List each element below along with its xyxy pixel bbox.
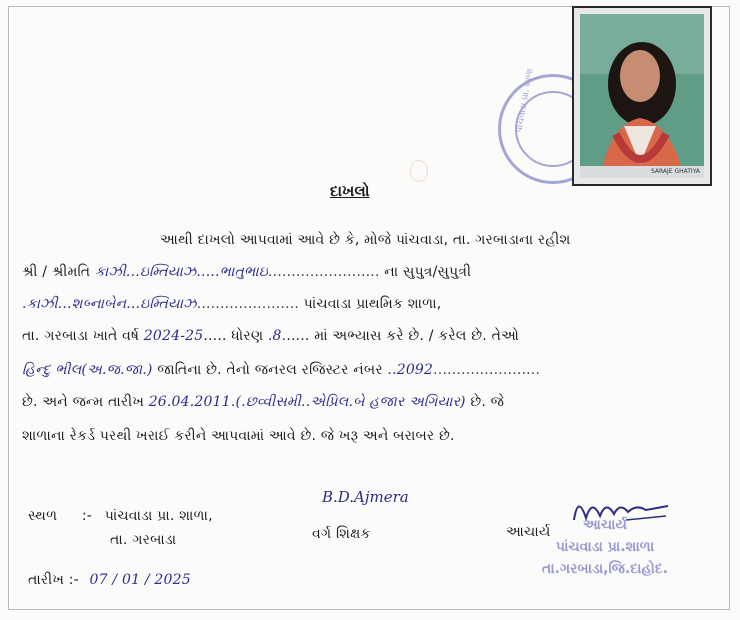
date-label: તારીખ [28,572,65,588]
standard-value: .8. [267,328,287,344]
student-portrait-icon [580,14,704,178]
body-line-4 [22,328,519,344]
dob-suffix: છે. જે [470,394,505,410]
year-label: તા. ગરબાડા ખાતે વર્ષ [22,328,140,344]
place-separator: :- [81,508,93,524]
relation-label: ના સુપુત્ર/સુપુત્રી [384,264,472,280]
photo-image [580,14,704,178]
dob-label: છે. અને જન્મ તારીખ [22,394,145,410]
student-photo [572,6,712,186]
dots: ........................ [267,264,380,280]
stamp-line-3: તા.ગરબાડા,જિ.દાહોદ. [541,561,669,577]
date-row [28,572,191,588]
body-line-3 [22,296,441,312]
date-separator: :- [68,572,79,588]
academic-year: 2024-25 [143,328,204,344]
stamp-line-2: પાંચવાડા પ્રા.શાળા [555,539,655,555]
stamp-text: પાંચવાડા પ્રા. શાળા [514,67,536,134]
taluka-text: તા. ગરબાડા [110,532,177,548]
parent-name: કાઝી...ઇમ્તિયાઝ.....ભાતુભાઇ [94,264,268,280]
place-row [28,508,213,524]
school-name: પાંચવાડા પ્રાથમિક શાળા, [303,296,442,312]
body-line-6 [22,394,504,410]
body-line-5 [22,362,540,378]
photo-caption: SARAJE GHATIYA [580,166,704,178]
teacher-signature: B.D.Ajmera [322,488,409,506]
body-line-1: આથી દાખલો આપવામાં આવે છે કે, મોજે પાંચવાડા, તા. ગરબાડાના રહીશ [160,232,571,248]
issue-date: 07 / 01 / 2025 [89,572,191,588]
place-label: સ્થળ [28,508,58,524]
honorific-label: શ્રી / શ્રીમતિ [22,264,91,280]
certificate-title: દાખલો [330,182,370,200]
place-value: પાંચવાડા પ્રા. શાળા, [104,508,213,524]
student-name: .કાઝી...શબ્નાબેન...ઇમ્તિયાઝ [22,296,197,312]
principal-label: આચાર્ય [506,524,551,540]
body-line-2 [22,264,471,280]
register-number: ..2092 [387,362,434,378]
dots: ....................... [433,362,541,378]
smudge-mark [410,160,428,182]
date-of-birth: 26.04.2011.(.છવ્વીસમી..એપ્રિલ.બે હજાર અગિયાર) [148,394,466,410]
principal-stamp [500,514,710,580]
dots: ...................... [196,296,300,312]
caste-value: હિન્દુ ભીલ(અ.જ.જા.) [22,362,153,378]
register-label: જાતિના છે. તેનો જનરલ રજિસ્ટર નંબર [157,362,383,378]
study-text: ..... માં અભ્યાસ કરે છે. / કરેલ છે. તેઓ [286,328,520,344]
stamp-line-1: આચાર્ય [583,517,627,533]
teacher-label: વર્ગ શિક્ષક [312,526,371,542]
body-line-7: શાળાના રેકર્ડ પરથી ખરાઈ કરીને આપવામાં આવે છે. જે ખરૂ અને બરાબર છે. [22,428,455,444]
standard-label: ..... ધોરણ [203,328,264,344]
